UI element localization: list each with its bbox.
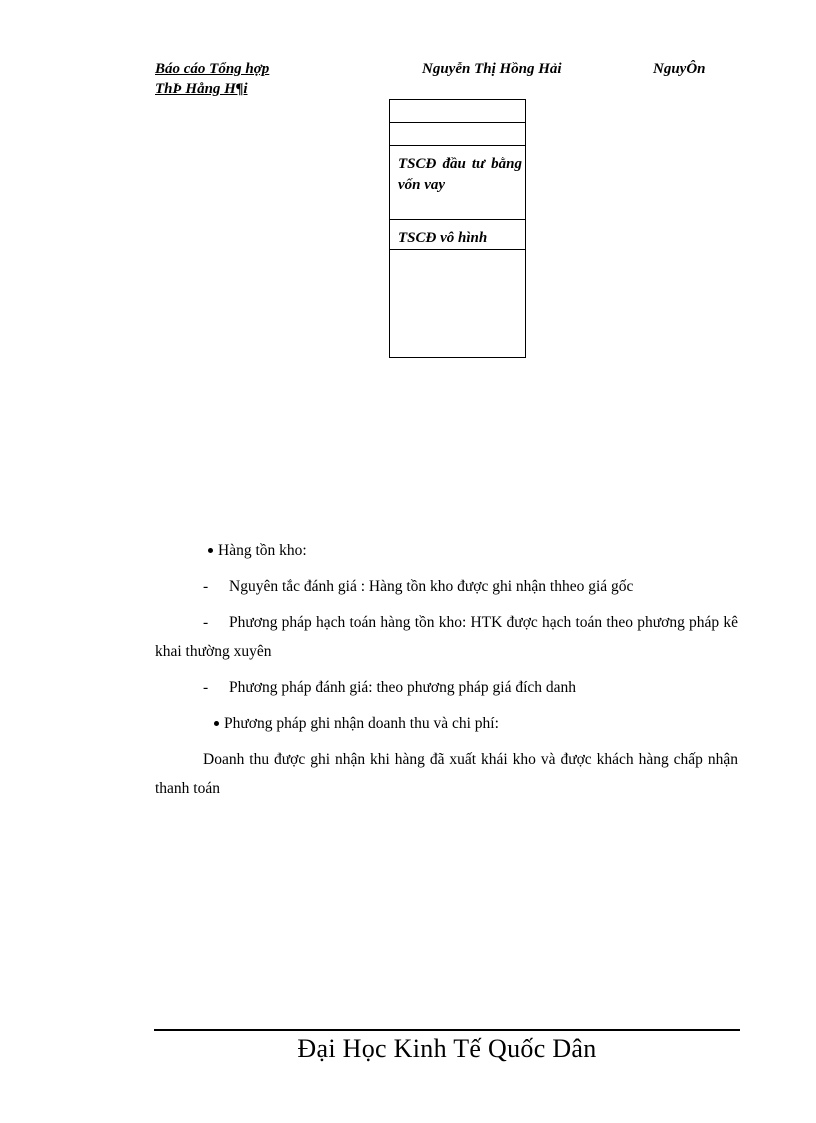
footer-divider [154, 1029, 740, 1031]
company-name-part-1: NguyÔn [653, 61, 706, 77]
asset-box-row-3 [390, 146, 525, 220]
author-name: Nguyễn Thị Hồng Hải [422, 61, 562, 77]
dash-marker: - [203, 578, 209, 595]
asset-box-row-2 [390, 123, 525, 146]
dash-marker: - [203, 679, 209, 696]
footer-university: Đại Học Kinh Tế Quốc Dân [297, 1034, 597, 1063]
valuation-principle-item [203, 572, 633, 601]
fixed-asset-box [389, 99, 526, 358]
accounting-method-item [155, 608, 738, 666]
bullet-icon [208, 548, 213, 553]
inventory-heading: Hàng tồn kho: [208, 536, 307, 565]
asset-box-row-4 [390, 220, 525, 250]
page-header [155, 61, 730, 78]
revenue-paragraph: Doanh thu được ghi nhận khi hàng đã xuất khái kho và được khách hàng chấp nhận thanh toán [155, 751, 738, 797]
asset-box-row-1 [390, 100, 525, 123]
asset-box-label-borrowed: TSCĐ đầu tư bằng vốn vay [398, 156, 522, 193]
asset-box-row-5 [390, 250, 525, 357]
company-name-part-2: ThÞ Hång H¶i [155, 81, 248, 97]
valuation-method-text: Phương pháp đánh giá: theo phương pháp giá đích danh [229, 679, 577, 696]
revenue-heading: Phương pháp ghi nhận doanh thu và chi phí: [214, 709, 499, 738]
valuation-method-item [203, 673, 576, 702]
accounting-method-text: Phương pháp hạch toán hàng tồn kho: HTK được hạch toán theo phương pháp kê khai thường xuyên [155, 614, 738, 660]
asset-box-label-intangible: TSCĐ vô hình [398, 230, 488, 246]
report-title: Báo cáo Tổng hợp [155, 61, 270, 77]
valuation-principle-text: Nguyên tắc đánh giá : Hàng tồn kho được ghi nhận thheo giá gốc [229, 578, 634, 595]
dash-marker: - [203, 614, 209, 631]
bullet-icon [214, 721, 219, 726]
